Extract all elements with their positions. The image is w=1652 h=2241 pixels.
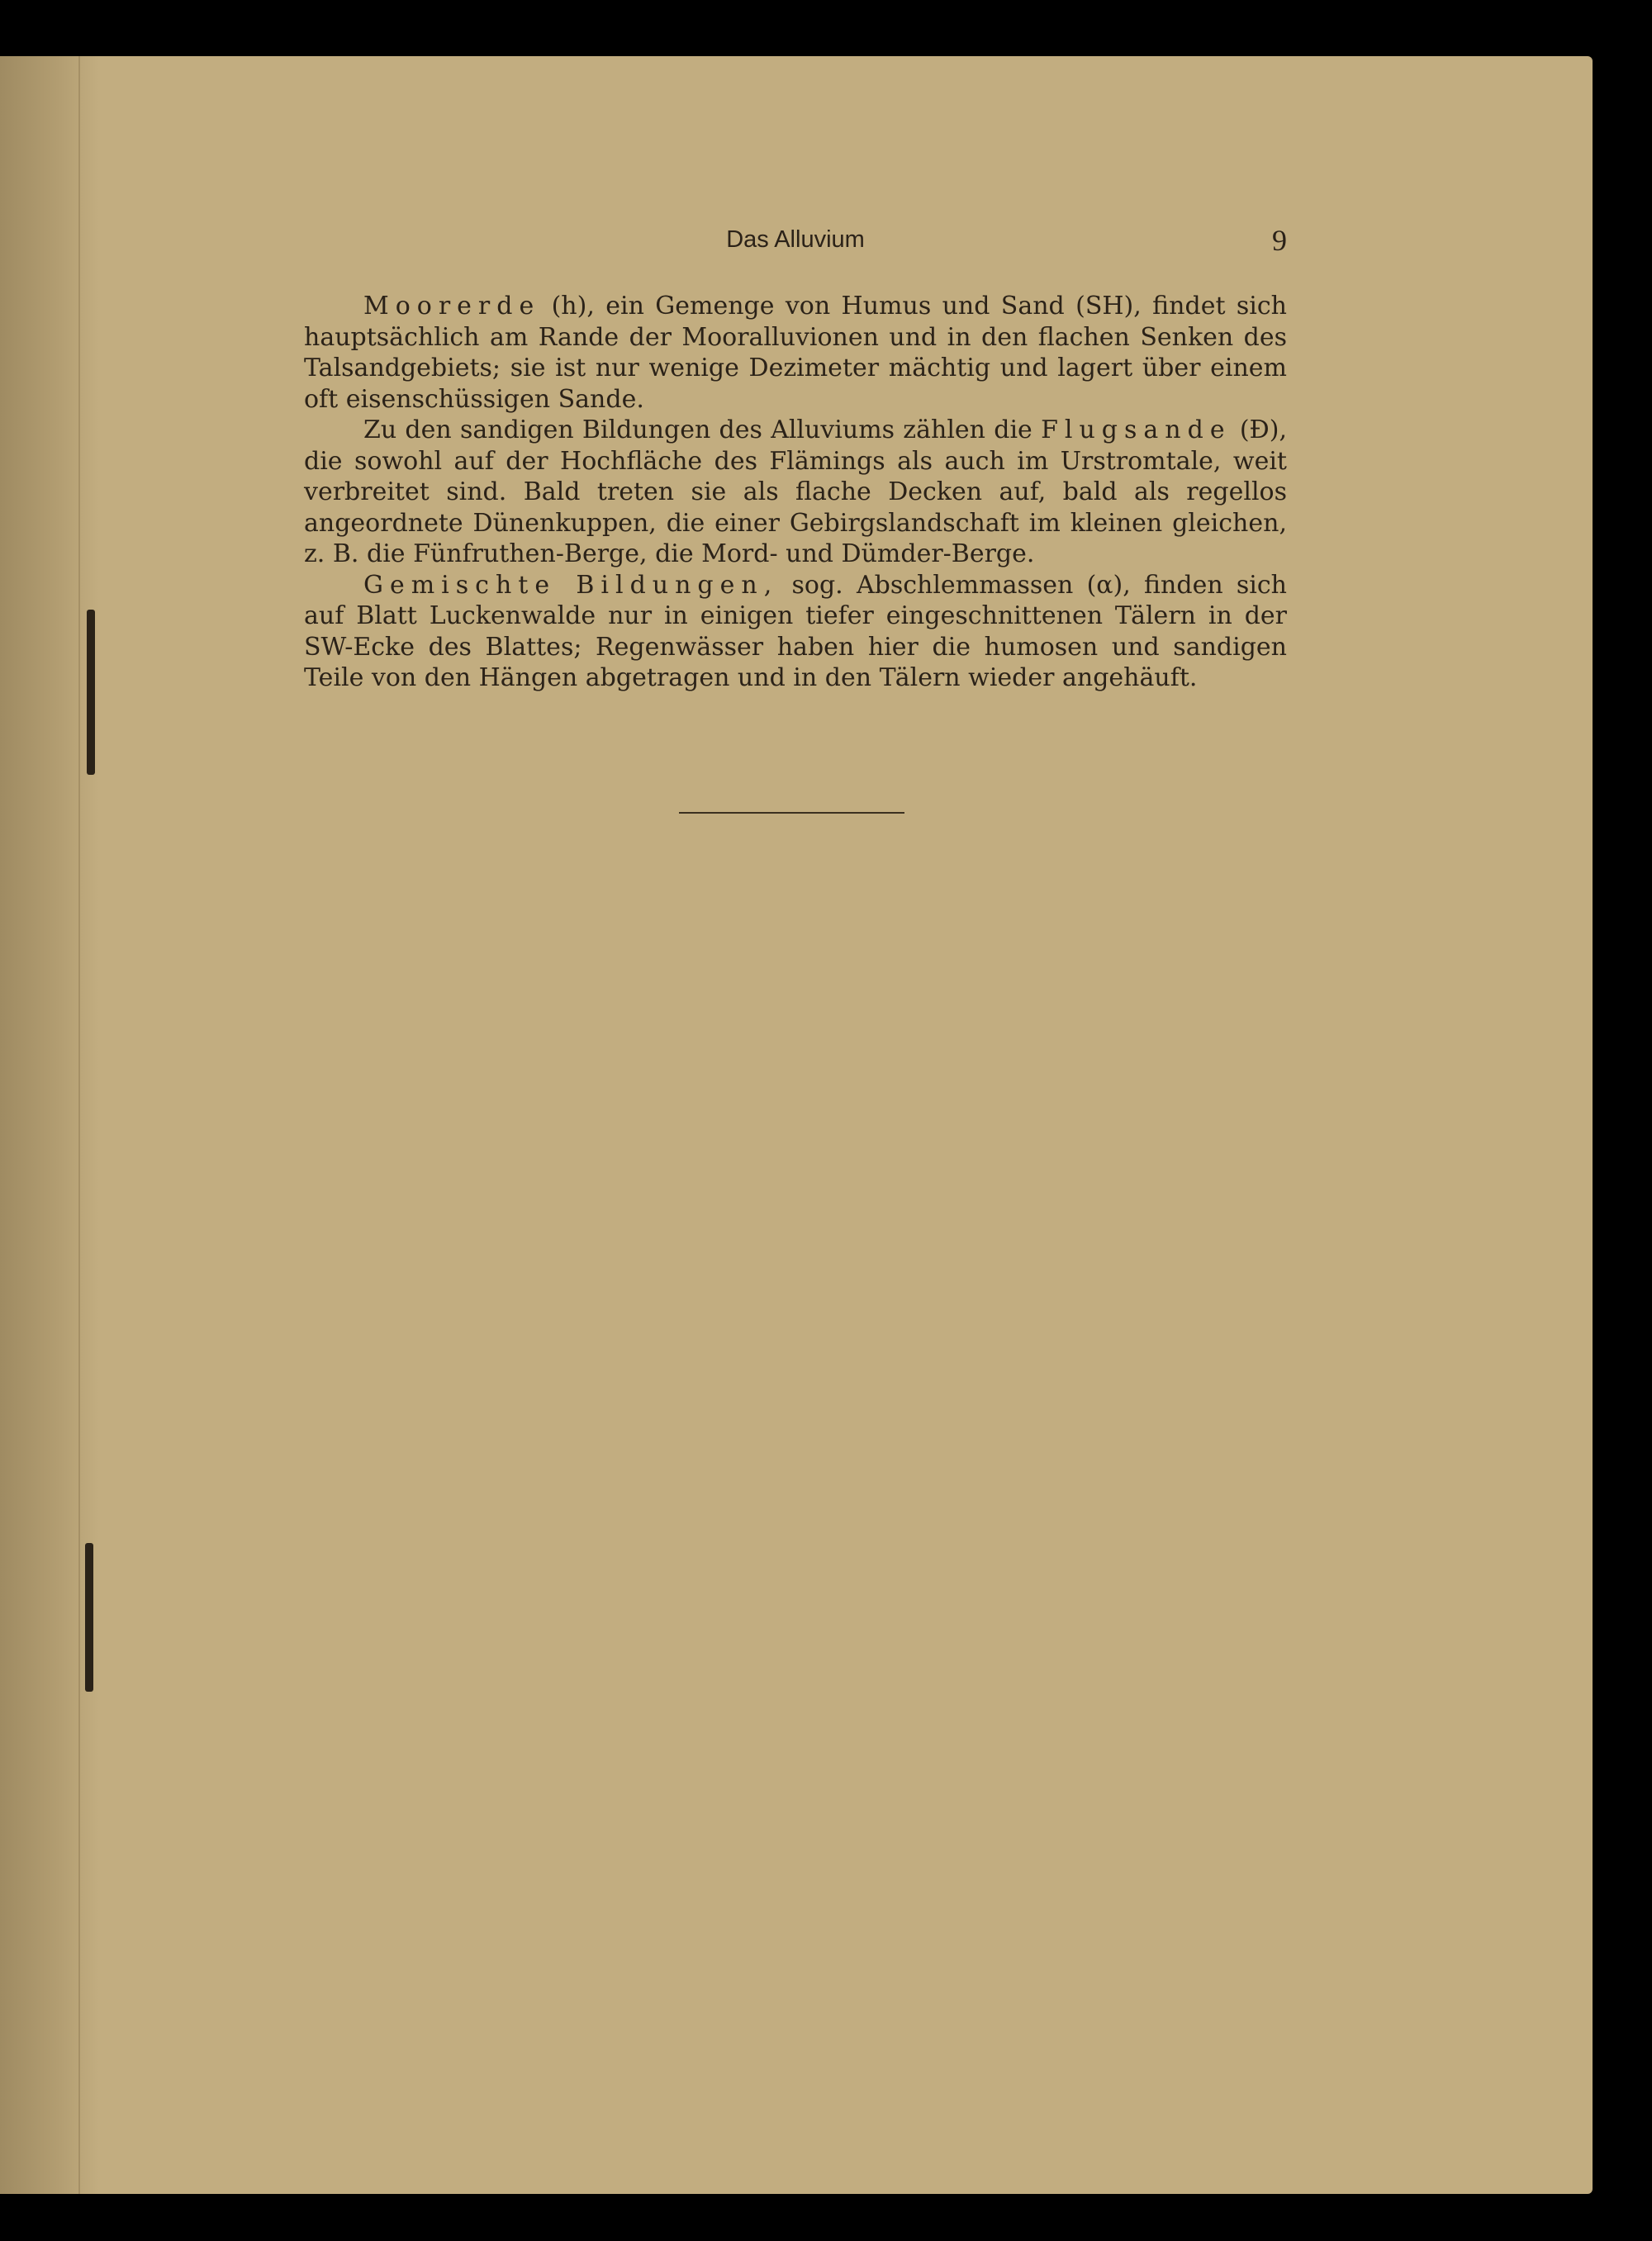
paragraph-flugsande-intro: Zu den sandigen Bildungen des Alluviums zählen die [363, 415, 1042, 444]
binding-gutter [0, 56, 99, 2194]
staple-top [87, 610, 95, 775]
paragraph-moorerde-text: (h), ein Gemenge von Humus und Sand (SH), findet sich hauptsächlich am Rande der Mooralluvionen und in den flachen Senken des Talsandgebiets; sie ist nur wenige Dezimeter mächtig und lagert über einem oft eisenschüssigen Sande. [304, 292, 1287, 414]
binding-fold-line [78, 56, 80, 2194]
term-flugsande: Flugsande [1041, 415, 1232, 444]
body-text [304, 291, 1287, 694]
page-number: 9 [1272, 224, 1287, 257]
running-header [304, 226, 1287, 268]
paragraph-moorerde [304, 291, 1287, 415]
paragraph-gemischte-bildungen [304, 570, 1287, 694]
paragraph-gemischte-bildungen-text: sog. Abschlemmassen (α), finden sich auf Blatt Luckenwalde nur in einigen tiefer eingeschnittenen Tälern in der SW-Ecke des Blattes; Regenwässer haben hier die humosen und sandigen Teile von den Hängen abgetragen und in den Tälern wieder angehäuft. [304, 570, 1288, 692]
staple-bottom [85, 1543, 93, 1692]
paragraph-flugsande [304, 415, 1287, 570]
term-gemischte-bildungen: Gemischte Bildungen, [363, 570, 779, 600]
term-moorerde: Moorerde [363, 292, 541, 320]
running-title: Das Alluvium [726, 226, 865, 253]
section-end-rule [679, 812, 904, 814]
paragraph-flugsande-text: (Ð), die sowohl auf der Hochfläche des Flämings als auch im Urstromtale, weit verbreitet sind. Bald treten sie als flache Decken auf, bald als regellos angeordnete Dünenkuppen, die einer Gebirgslandschaft im kleinen gleichen, z. B. die Fünfruthen-Berge, die Mord- und Dümder-Berge. [304, 415, 1287, 568]
